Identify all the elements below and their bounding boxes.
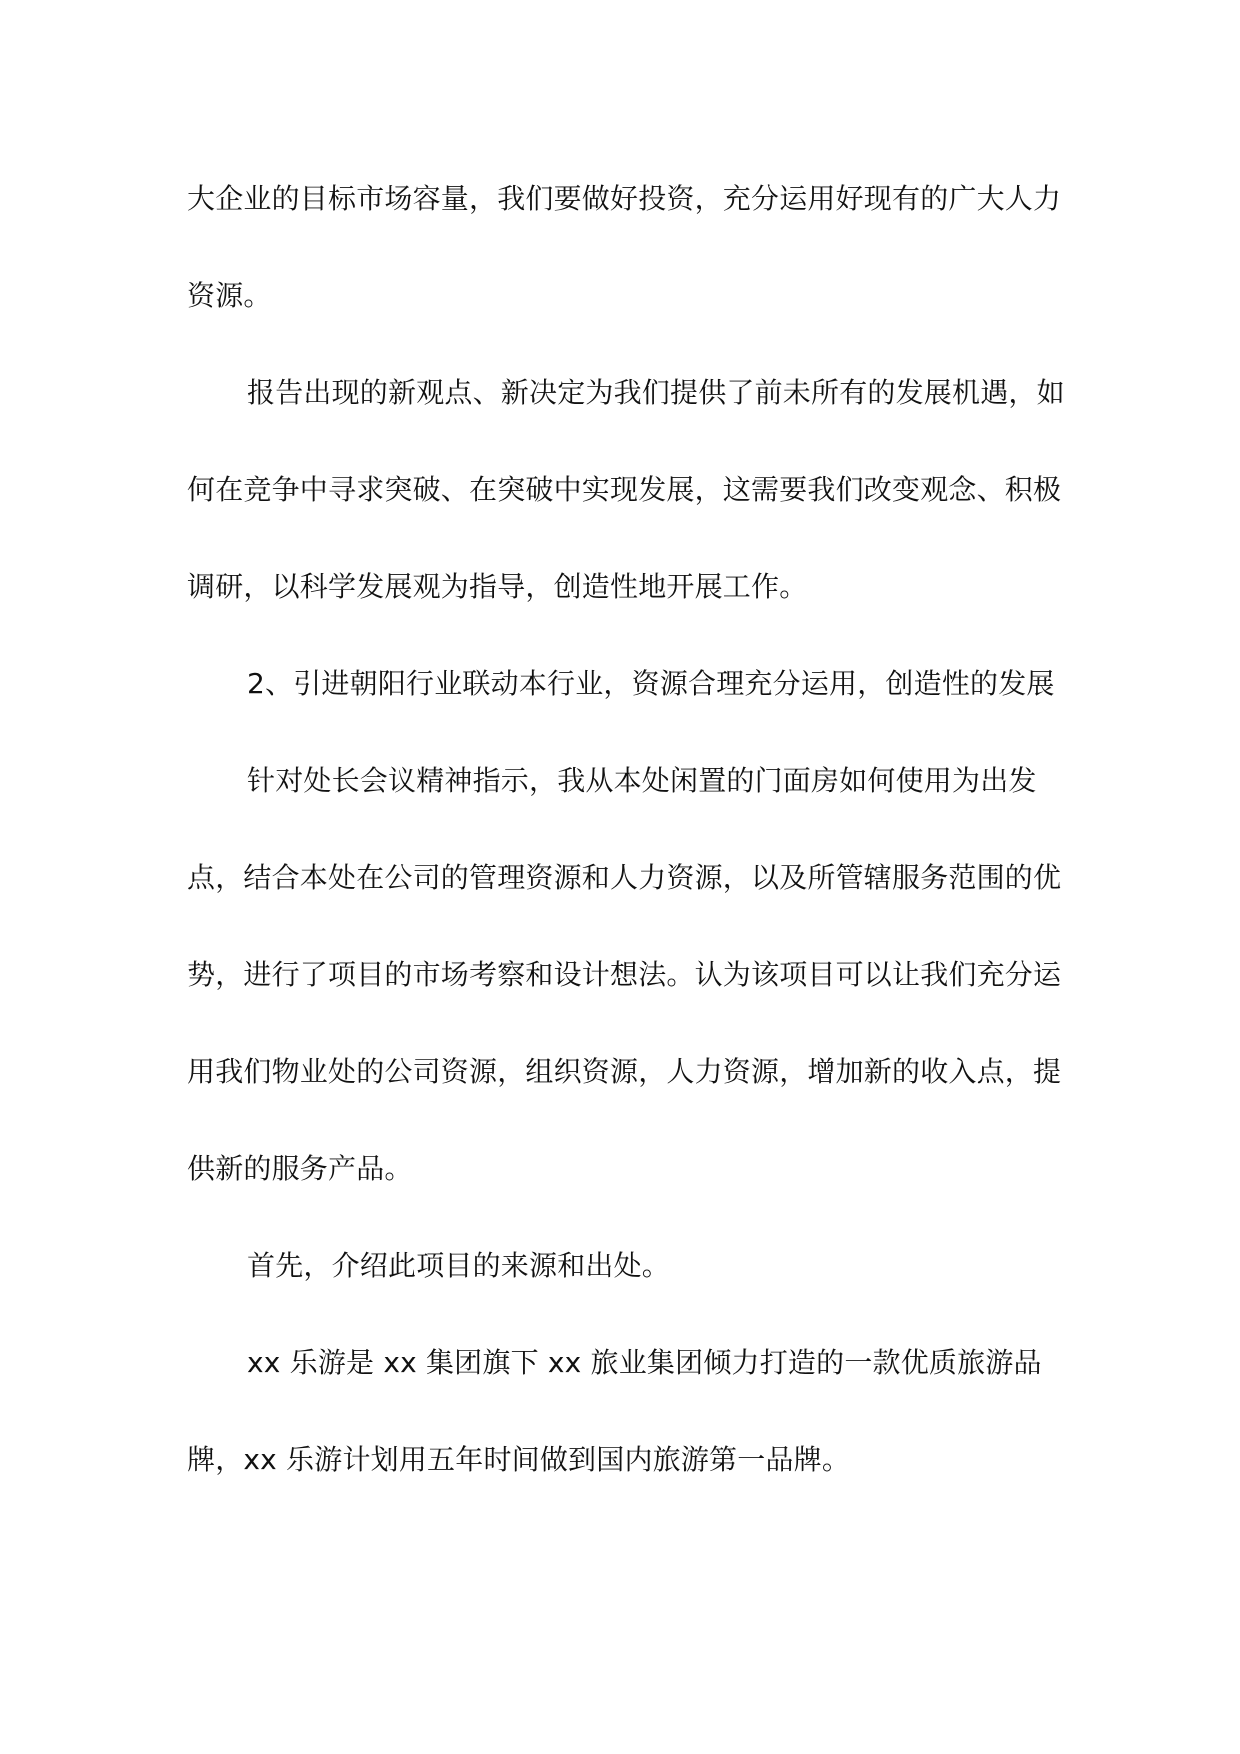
paragraph-4: 针对处长会议精神指示，我从本处闲置的门面房如何使用为出发点，结合本处在公司的管理资源和人力资源，以及所管辖服务范围的优势，进行了项目的市场考察和设计想法。认为该项目可以让我们充分运用我们物业处的公司资源，组织资源，人力资源，增加新的收入点，提供新的服务产品。 xyxy=(187,764,1062,1185)
paragraph-5: 首先，介绍此项目的来源和出处。 xyxy=(247,1249,671,1282)
paragraph-2: 报告出现的新观点、新决定为我们提供了前未所有的发展机遇，如何在竞争中寻求突破、在突破中实现发展，这需要我们改变观念、积极调研，以科学发展观为指导，创造性地开展工作。 xyxy=(187,376,1065,603)
paragraph-1: 大企业的目标市场容量，我们要做好投资，充分运用好现有的广大人力资源。 xyxy=(187,182,1062,312)
document-body xyxy=(187,150,1067,1508)
paragraph-3: 2、引进朝阳行业联动本行业，资源合理充分运用，创造性的发展 xyxy=(247,667,1055,700)
paragraph-6: xx 乐游是 xx 集团旗下 xx 旅业集团倾力打造的一款优质旅游品牌，xx 乐游计划用五年时间做到国内旅游第一品牌。 xyxy=(187,1346,1042,1476)
